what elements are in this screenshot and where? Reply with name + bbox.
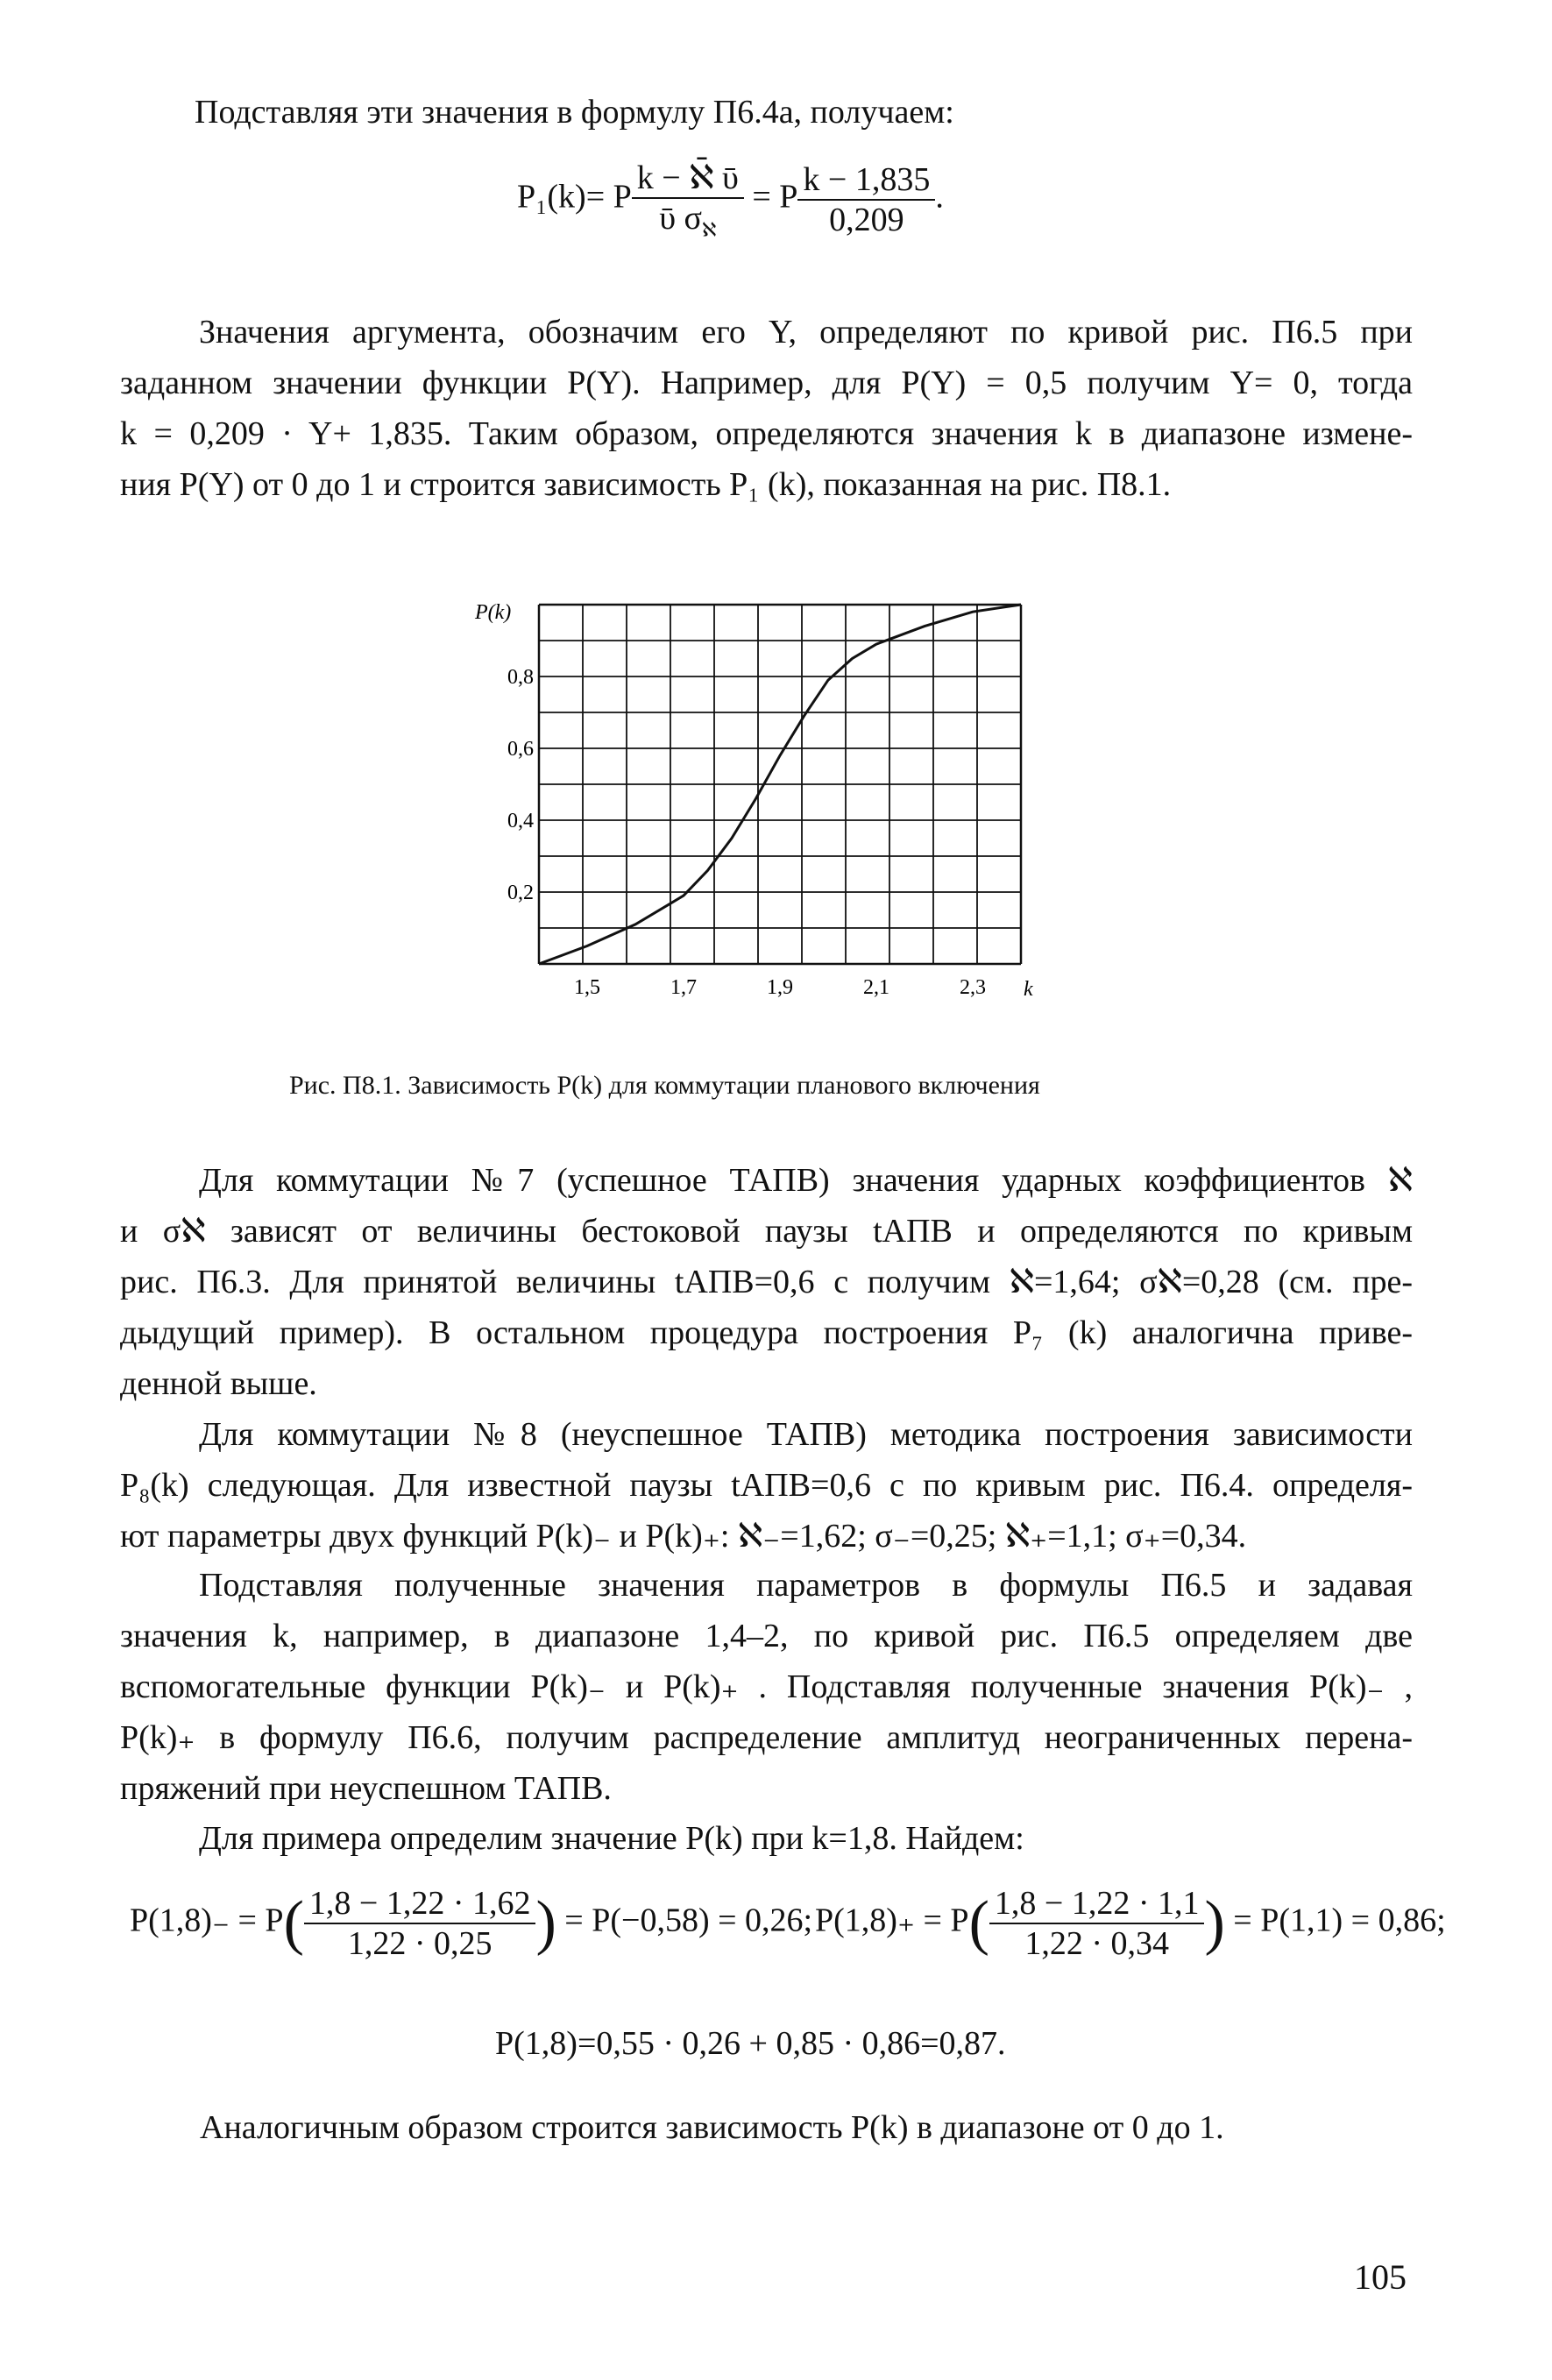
chart-grid <box>539 605 1021 964</box>
formula-p1-den1: ῡ σ <box>659 200 702 237</box>
paragraph-line: P₈(k) следующая. Для известной паузы tАПВ=0,6 с по кривым рис. П6.4. определя- <box>120 1467 1413 1504</box>
formula-p1-fraction-1 <box>632 158 744 242</box>
page-number: 105 <box>1354 2257 1407 2297</box>
formula-p1-num1: k − ℵ̄ ῡ <box>632 158 744 199</box>
formula-p-total: P(1,8)=0,55 · 0,26 + 0,85 · 0,86=0,87. <box>495 2025 1006 2062</box>
paragraph-commutation-8 <box>120 1409 1413 1562</box>
figure-caption: Рис. П8.1. Зависимость P(k) для коммутации планового включения <box>289 1071 1040 1100</box>
formula-p1-eq: = P <box>752 178 798 216</box>
formula-p1-lhs: P₁(k)= P <box>517 178 632 216</box>
chart-x-label: k <box>1024 978 1033 1001</box>
formula-p-plus-den: 1,22 · 0,34 <box>1024 1925 1170 1962</box>
paragraph-line: Значения аргумента, обозначим его Y, определяют по кривой рис. П6.5 при <box>199 314 1413 351</box>
x-tick-label: 1,9 <box>767 976 793 999</box>
formula-p-plus-rhs: = P(1,1) = 0,86; <box>1233 1902 1446 1939</box>
formula-p-minus: P(1,8)₋ = P( $\frac{1,8 - 1,22 \cdot 1,62}{1,22 \cdot 0,25}$ ) = P(−0,58) = 0,26; <box>130 1885 813 1962</box>
formula-p-plus: P(1,8)₊ = P( $\frac{1,8 - 1,22 \cdot 1,1}{1,22 \cdot 0,34}$ ) = P(1,1) = 0,86; <box>815 1885 1446 1962</box>
paragraph-line: рис. П6.3. Для принятой величины tАПВ=0,6 с получим ℵ=1,64; σℵ=0,28 (см. пре- <box>120 1264 1413 1300</box>
chart-y-ticks <box>507 666 534 904</box>
y-tick-label: 0,8 <box>507 666 534 689</box>
formula-p-minus-rhs: = P(−0,58) = 0,26; <box>564 1902 813 1939</box>
paragraph-line: заданном значении функции P(Y). Например, для P(Y) = 0,5 получим Y= 0, тогда <box>120 365 1413 401</box>
chart-y-label: P(k) <box>475 601 512 624</box>
paragraph-line: Подставляя полученные значения параметров в формулы П6.5 и задавая <box>199 1567 1413 1604</box>
y-tick-label: 0,2 <box>507 882 534 904</box>
formula-p-minus-num: 1,8 − 1,22 · 1,62 <box>304 1884 536 1924</box>
paragraph-line: денной выше. <box>120 1365 317 1402</box>
formula-p-minus-den: 1,22 · 0,25 <box>347 1925 493 1962</box>
formula-p-minus-fraction <box>304 1884 536 1963</box>
formula-p1-den2: 0,209 <box>829 201 904 238</box>
paragraph-line: P(k)₊ в формулу П6.6, получим распределение амплитуд неограниченных перена- <box>120 1719 1413 1756</box>
formula-p1-fraction-2 <box>797 160 935 239</box>
formula-p-plus-num: 1,8 − 1,22 · 1,1 <box>989 1884 1205 1924</box>
paragraph-final: Аналогичным образом строится зависимость P(k) в диапазоне от 0 до 1. <box>200 2109 1224 2146</box>
chart-p8-1 <box>438 587 1069 1025</box>
paragraph-line: вспомогательные функции P(k)₋ и P(k)₊ . Подставляя полученные значения P(k)₋ , <box>120 1668 1413 1705</box>
paragraph-example: Для примера определим значение P(k) при k=1,8. Найдем: <box>199 1820 1024 1857</box>
x-tick-label: 2,1 <box>863 976 889 999</box>
formula-p1-end: . <box>935 178 944 216</box>
formula-p1-num2: k − 1,835 <box>797 160 935 201</box>
y-tick-label: 0,6 <box>507 738 534 761</box>
y-tick-label: 0,4 <box>507 810 534 832</box>
chart-x-ticks <box>574 976 986 999</box>
formula-p1-den1-sub: ℵ <box>702 218 717 241</box>
paragraph-line: Для коммутации №8 (неуспешное ТАПВ) методика построения зависимости <box>199 1416 1413 1453</box>
formula-p-plus-lhs: P(1,8)₊ = P <box>815 1902 969 1939</box>
x-tick-label: 1,7 <box>670 976 697 999</box>
x-tick-label: 2,3 <box>960 976 986 999</box>
paragraph-line: пряжений при неуспешном ТАПВ. <box>120 1770 612 1807</box>
paragraph-line: дыдущий пример). В остальном процедура построения P₇ (k) аналогична приве- <box>120 1314 1413 1351</box>
intro-line: Подставляя эти значения в формулу П6.4а, получаем: <box>195 94 954 131</box>
paragraph-line: и σℵ зависят от величины бестоковой паузы tАПВ и определяются по кривым <box>120 1213 1413 1250</box>
paragraph-line: ют параметры двух функций P(k)₋ и P(k)₊: ℵ₋=1,62; σ₋=0,25; ℵ₊=1,1; σ₊=0,34. <box>120 1518 1247 1555</box>
paragraph-line: значения k, например, в диапазоне 1,4–2, по кривой рис. П6.5 определяем две <box>120 1618 1413 1654</box>
paragraph-line: ния P(Y) от 0 до 1 и строится зависимость P₁ (k), показанная на рис. П8.1. <box>120 466 1172 503</box>
formula-p-minus-lhs: P(1,8)₋ = P <box>130 1902 284 1939</box>
paragraph-commutation-7 <box>120 1155 1413 1409</box>
formula-p1 <box>517 158 944 242</box>
paragraph-line: Для коммутации №7 (успешное ТАПВ) значения ударных коэффициентов ℵ <box>199 1162 1413 1199</box>
paragraph-auxiliary-functions <box>120 1560 1413 1814</box>
x-tick-label: 1,5 <box>574 976 600 999</box>
paragraph-line: k = 0,209 · Y+ 1,835. Таким образом, определяются значения k в диапазоне измене- <box>120 415 1413 452</box>
paragraph-argument <box>120 307 1413 510</box>
formula-p-plus-fraction <box>989 1884 1205 1963</box>
